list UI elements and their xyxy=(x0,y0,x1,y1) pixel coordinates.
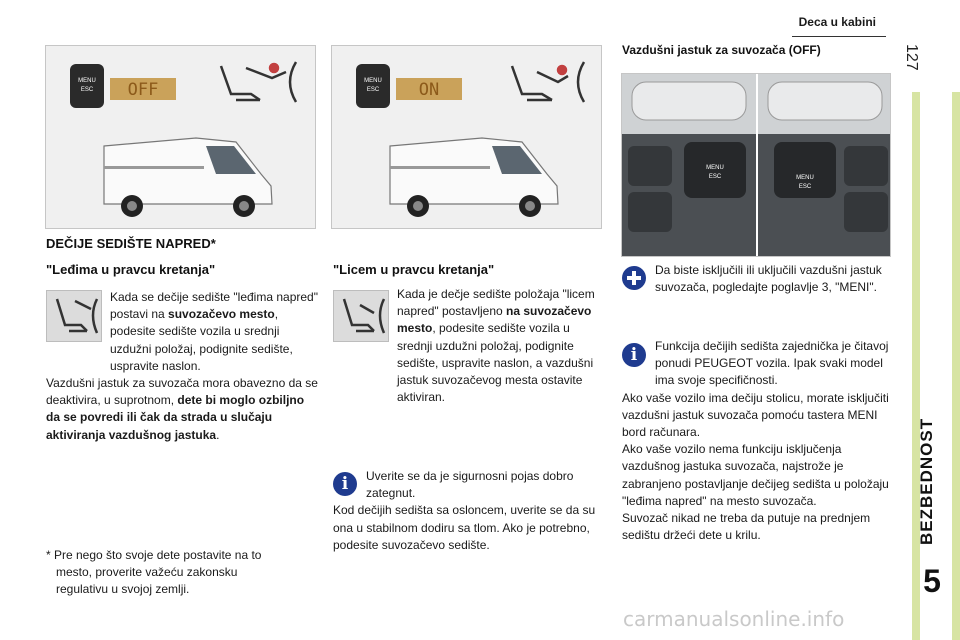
col2-note: Uverite se da je sigurnosni pojas dobro zategnut. Kod dečijih sedišta sa osloncem, uverite se da su ona u stabilnom dodiru sa tlom. Ako je potrebno, podesite suvozačevo sedište. xyxy=(333,469,596,552)
section-title: DEČIJE SEDIŠTE NAPRED* xyxy=(46,236,216,251)
panel-dashboard-menu-button xyxy=(621,73,891,257)
menu-button-label: MENU xyxy=(706,165,724,171)
col3-info: Funkcija dečijih sedišta zajednička je čitavoj ponudi PEUGEOT vozila. Ipak svaki model ima svoje specifičnosti. Ako vaše vozilo ima dečiju stolicu, morate isključiti vazdušni jastuk suvozača pomoću tastera MENI bord računara. Ako vaše vozilo nema funkciju isključenja vazdušnog jastuka suvozača, najstrože je zabranjeno postavljanje dečijeg sedišta u položaju "leđima napred" na mesto suvozača. Suvozač nikad ne treba da putuje na prednjem sedištu držeći dete u krilu. xyxy=(622,339,889,543)
heading-forward-facing: "Licem u pravcu kretanja" xyxy=(333,262,495,277)
esc-button-label: ESC xyxy=(80,87,94,93)
panel-airbag-on xyxy=(331,45,602,229)
footnote: * Pre nego što svoje dete postavite na to mesto, proverite važeću zakonsku regulativu u svojoj zemlji. xyxy=(46,548,262,597)
col2-body: Kada je dečje sedište položaja "licem napred" postavljeno na suvozačevo mesto, podesite sedište vozila u srednji uzdužni položaj, podignite sedište, uspravite naslon, a vazdušni jastuk suvozačevog mesta ostavite aktiviran. xyxy=(397,287,595,405)
esc-button-label: ESC xyxy=(366,87,380,93)
heading-rear-facing: "Leđima u pravcu kretanja" xyxy=(46,262,216,277)
forward-facing-seat-icon xyxy=(512,62,584,102)
info-icon: i xyxy=(622,343,646,367)
col1-body: Kada se dečije sedište "leđima napred" postavi na suvozačevo mesto, podesite sedište vozila u srednji uzdužni položaj, podignite sedište, uspravite naslon. Vazdušni jastuk za suvozača mora obavezno da se deaktivira, u suprotnom, dete bi moglo ozbiljno da se povredi ili čak da strada u slučaju aktiviranja vazdušnog jastuka. xyxy=(46,290,318,442)
menu-button-label: MENU xyxy=(796,175,814,181)
plus-icon xyxy=(622,266,646,290)
display-on: ON xyxy=(418,80,440,100)
info-icon: i xyxy=(333,472,357,496)
van-illustration xyxy=(390,138,558,217)
page-number: 127 xyxy=(903,44,920,71)
menu-button-label: MENU xyxy=(364,78,382,84)
panel-airbag-off xyxy=(45,45,316,229)
van-illustration xyxy=(104,138,272,217)
chapter-sidebar xyxy=(912,92,960,640)
plus-note: Da biste isključili ili uključili vazdušni jastuk suvozača, pogledajte poglavlje 3, "MENI". xyxy=(655,263,882,295)
chapter-label: BEZBEDNOST xyxy=(917,417,936,545)
watermark: carmanualsonline.info xyxy=(623,607,845,631)
display-off: OFF xyxy=(127,80,159,100)
heading-airbag-off: Vazdušni jastuk za suvozača (OFF) xyxy=(622,43,821,57)
menu-button-label: MENU xyxy=(78,78,96,84)
esc-button-label: ESC xyxy=(798,184,812,190)
chapter-number: 5 xyxy=(923,563,941,599)
running-header: Deca u kabini xyxy=(798,15,876,29)
esc-button-label: ESC xyxy=(708,174,722,180)
rear-facing-seat-icon xyxy=(221,62,296,102)
header-rule xyxy=(792,36,886,37)
